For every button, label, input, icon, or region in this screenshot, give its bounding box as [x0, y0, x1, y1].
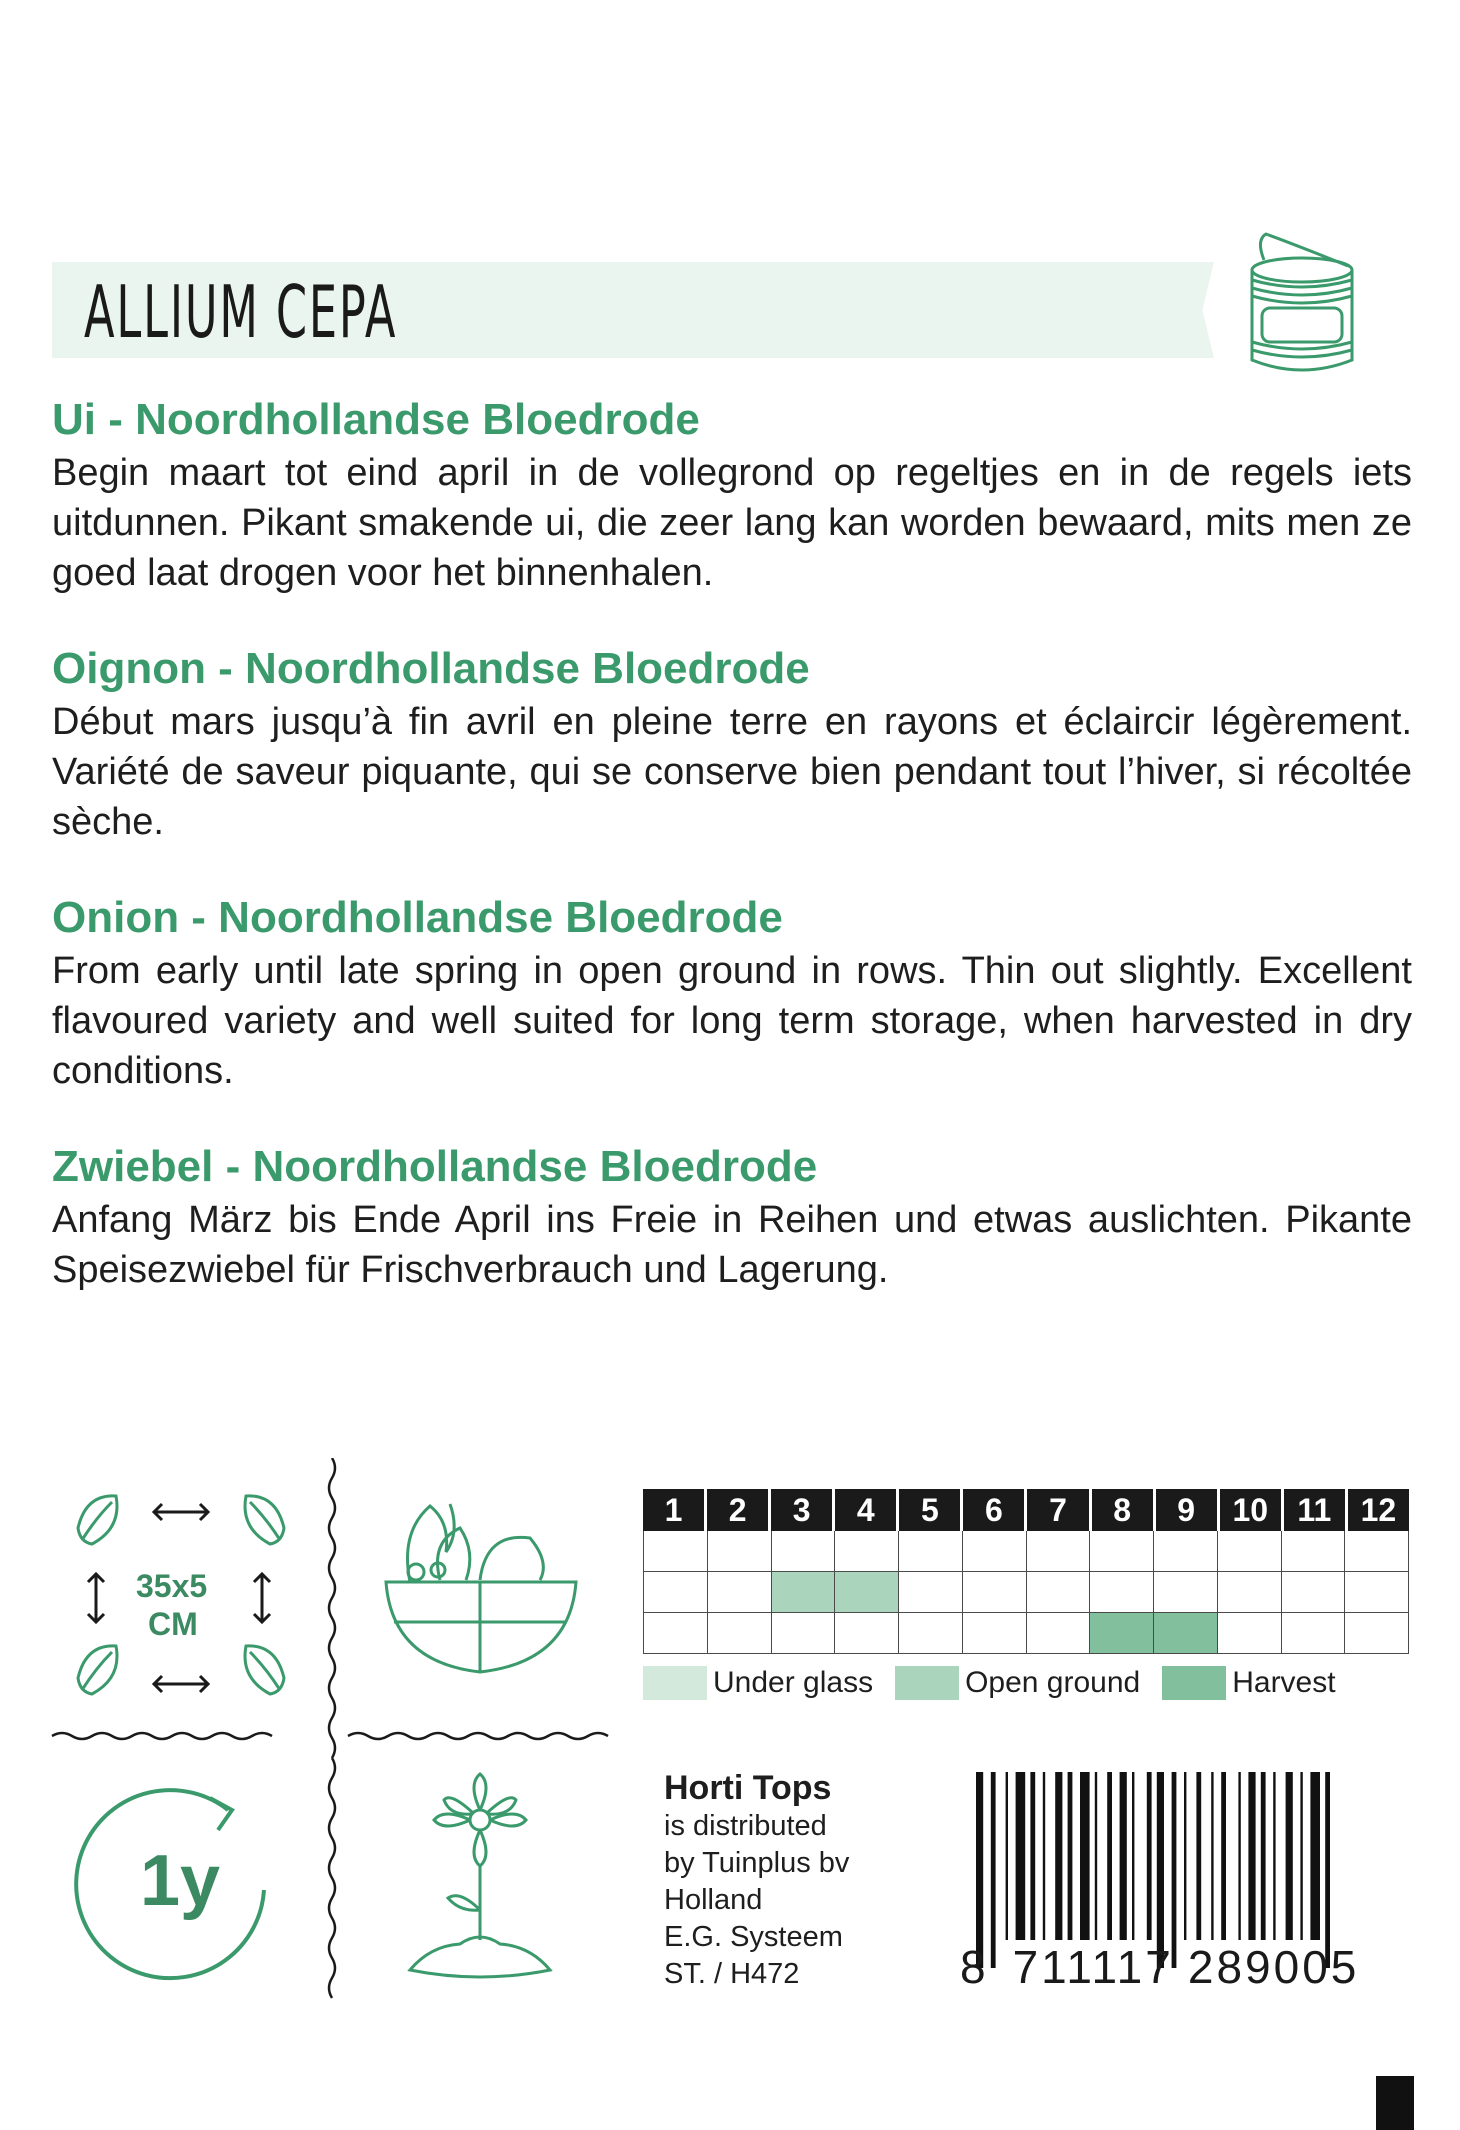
latin-name: ALLIUM CEPA	[84, 270, 398, 354]
barcode-bar	[1286, 1772, 1293, 1940]
barcode-bar	[1325, 1772, 1330, 1968]
calendar-month-7: 7	[1027, 1489, 1091, 1531]
barcode-bar	[1157, 1772, 1164, 1968]
section-english	[52, 890, 1412, 1096]
calendar-cell	[1154, 1572, 1218, 1613]
barcode-bar	[1238, 1772, 1240, 1940]
print-registration-mark	[1376, 2076, 1414, 2130]
calendar-month-9: 9	[1156, 1489, 1220, 1531]
spacing-value: 35x5	[136, 1568, 208, 1604]
calendar-cell	[772, 1572, 836, 1613]
calendar-cell	[772, 1531, 836, 1572]
legend-swatch	[643, 1666, 707, 1700]
calendar-month-3: 3	[771, 1489, 835, 1531]
calendar-cell	[1090, 1613, 1154, 1654]
barcode-bar	[1030, 1772, 1035, 1940]
calendar-cell	[708, 1531, 772, 1572]
calendar-cell	[963, 1572, 1027, 1613]
calendar-cell	[835, 1613, 899, 1654]
calendar-month-10: 10	[1220, 1489, 1284, 1531]
calendar-cell	[1027, 1613, 1091, 1654]
barcode-bar	[1248, 1772, 1255, 1940]
calendar-cell	[1027, 1531, 1091, 1572]
calendar-cell	[963, 1531, 1027, 1572]
section-title: Ui - Noordhollandse Bloedrode	[52, 395, 700, 444]
calendar-month-11: 11	[1284, 1489, 1348, 1531]
section-german	[52, 1139, 1412, 1295]
calendar-month-12: 12	[1348, 1489, 1409, 1531]
legend-swatch	[895, 1666, 959, 1700]
barcode-first-digit: 8	[960, 1941, 989, 1993]
calendar-cell	[1282, 1572, 1346, 1613]
calendar-cell	[708, 1613, 772, 1654]
calendar-cell	[1027, 1572, 1091, 1613]
legend-label: Open ground	[965, 1666, 1141, 1699]
calendar-cell	[643, 1613, 708, 1654]
barcode-bar	[1211, 1772, 1213, 1940]
section-title: Oignon - Noordhollandse Bloedrode	[52, 644, 810, 693]
tin-can-icon	[1244, 230, 1364, 380]
calendar-cell	[1345, 1613, 1409, 1654]
calendar-cell	[835, 1572, 899, 1613]
calendar-cell	[1282, 1613, 1346, 1654]
section-text: From early until late spring in open ground in rows. Thin out slightly. Excellent flavoured variety and well suited for long term storage, when harvested in dry conditions.	[52, 950, 1412, 1092]
distributor-line: is distributed	[664, 1810, 827, 1842]
section-french	[52, 641, 1412, 847]
calendar-row-open-ground	[643, 1572, 1409, 1613]
distributor-line: E.G. Systeem	[664, 1921, 843, 1953]
barcode-bar	[1095, 1772, 1097, 1940]
barcode-bar	[1273, 1772, 1275, 1940]
lifecycle-label: 1y	[140, 1841, 221, 1921]
calendar-cell	[1282, 1531, 1346, 1572]
barcode-bar	[1107, 1772, 1112, 1940]
calendar-cell	[1345, 1572, 1409, 1613]
barcode-bar	[1043, 1772, 1045, 1940]
distributor-line: Holland	[664, 1884, 763, 1916]
distributor-info	[664, 1768, 849, 1993]
calendar-row-under-glass	[643, 1531, 1409, 1572]
calendar-month-4: 4	[835, 1489, 899, 1531]
barcode-group-1: 711117	[1012, 1941, 1174, 1993]
spacing-unit: CM	[148, 1606, 198, 1642]
calendar-month-6: 6	[963, 1489, 1027, 1531]
calendar-cell	[643, 1531, 708, 1572]
barcode-bar	[1184, 1772, 1186, 1940]
distributor-line: ST. / H472	[664, 1958, 800, 1990]
section-text: Anfang März bis Ende April ins Freie in Reihen und etwas auslichten. Pikante Speisezwiebel für Frischverbrauch und Lagerung.	[52, 1199, 1412, 1291]
calendar-month-2: 2	[707, 1489, 771, 1531]
calendar-cell	[899, 1613, 963, 1654]
barcode-bar	[1132, 1772, 1134, 1940]
barcode-bar	[1147, 1772, 1152, 1940]
calendar-cell	[963, 1613, 1027, 1654]
legend-harvest	[1162, 1666, 1335, 1700]
barcode-bar	[1300, 1772, 1302, 1940]
barcode-bar	[1120, 1772, 1127, 1940]
barcode-bar	[1080, 1772, 1090, 1940]
barcode-bar	[1006, 1772, 1008, 1940]
legend-label: Harvest	[1232, 1666, 1336, 1699]
barcode-bar	[1172, 1772, 1177, 1968]
calendar-cell	[772, 1613, 836, 1654]
calendar-cell	[1090, 1531, 1154, 1572]
barcode-bar	[1016, 1772, 1026, 1940]
calendar-cell	[708, 1572, 772, 1613]
barcode-bar	[1221, 1772, 1226, 1940]
barcode-digits	[960, 1940, 1359, 1994]
barcode-bar	[1068, 1772, 1073, 1940]
legend-open-ground	[895, 1666, 1140, 1700]
calendar-row-harvest	[643, 1613, 1409, 1654]
calendar-cell	[1154, 1531, 1218, 1572]
barcode-bar	[976, 1772, 983, 1968]
section-text: Begin maart tot eind april in de vollegrond op regeltjes en in de regels iets uitdunnen. Pikant smakende ui, die zeer lang kan worden bewaard, mits men ze goed laat drogen voor het binnenhalen.	[52, 452, 1412, 594]
flower-sprout-icon	[400, 1770, 560, 1990]
section-dutch	[52, 392, 1412, 598]
calendar-cell	[899, 1572, 963, 1613]
calendar-month-5: 5	[899, 1489, 963, 1531]
calendar-cell	[1154, 1613, 1218, 1654]
calendar-cell	[643, 1572, 708, 1613]
barcode-group-2: 289005	[1187, 1941, 1360, 1993]
calendar-cell	[1345, 1531, 1409, 1572]
barcode-bar	[1055, 1772, 1062, 1940]
legend-label: Under glass	[713, 1666, 874, 1699]
calendar-months	[643, 1489, 1409, 1531]
calendar-cell	[1090, 1572, 1154, 1613]
calendar-cell	[835, 1531, 899, 1572]
calendar-cell	[899, 1531, 963, 1572]
calendar-cell	[1218, 1531, 1282, 1572]
barcode-bar	[991, 1772, 996, 1968]
calendar-month-1: 1	[643, 1489, 707, 1531]
barcode-bar	[1196, 1772, 1201, 1940]
distributor-line: by Tuinplus bv	[664, 1847, 850, 1879]
sowing-calendar	[643, 1489, 1409, 1654]
section-title: Onion - Noordhollandse Bloedrode	[52, 893, 783, 942]
brand-name: Horti Tops	[664, 1769, 832, 1807]
calendar-cell	[1218, 1572, 1282, 1613]
legend-swatch	[1162, 1666, 1226, 1700]
barcode-bar	[1261, 1772, 1266, 1940]
calendar-cell	[1218, 1613, 1282, 1654]
calendar-month-8: 8	[1092, 1489, 1156, 1531]
section-text: Début mars jusqu’à fin avril en pleine terre en rayons et éclaircir légèrement. Variété de saveur piquante, qui se conserve bien pendant tout l’hiver, si récoltée sèche.	[52, 701, 1412, 843]
calendar-legend	[643, 1666, 1358, 1700]
legend-under-glass	[643, 1666, 873, 1700]
vegetable-bowl-icon	[380, 1492, 580, 1682]
barcode-bar	[1310, 1772, 1320, 1940]
section-title: Zwiebel - Noordhollandse Bloedrode	[52, 1142, 818, 1191]
